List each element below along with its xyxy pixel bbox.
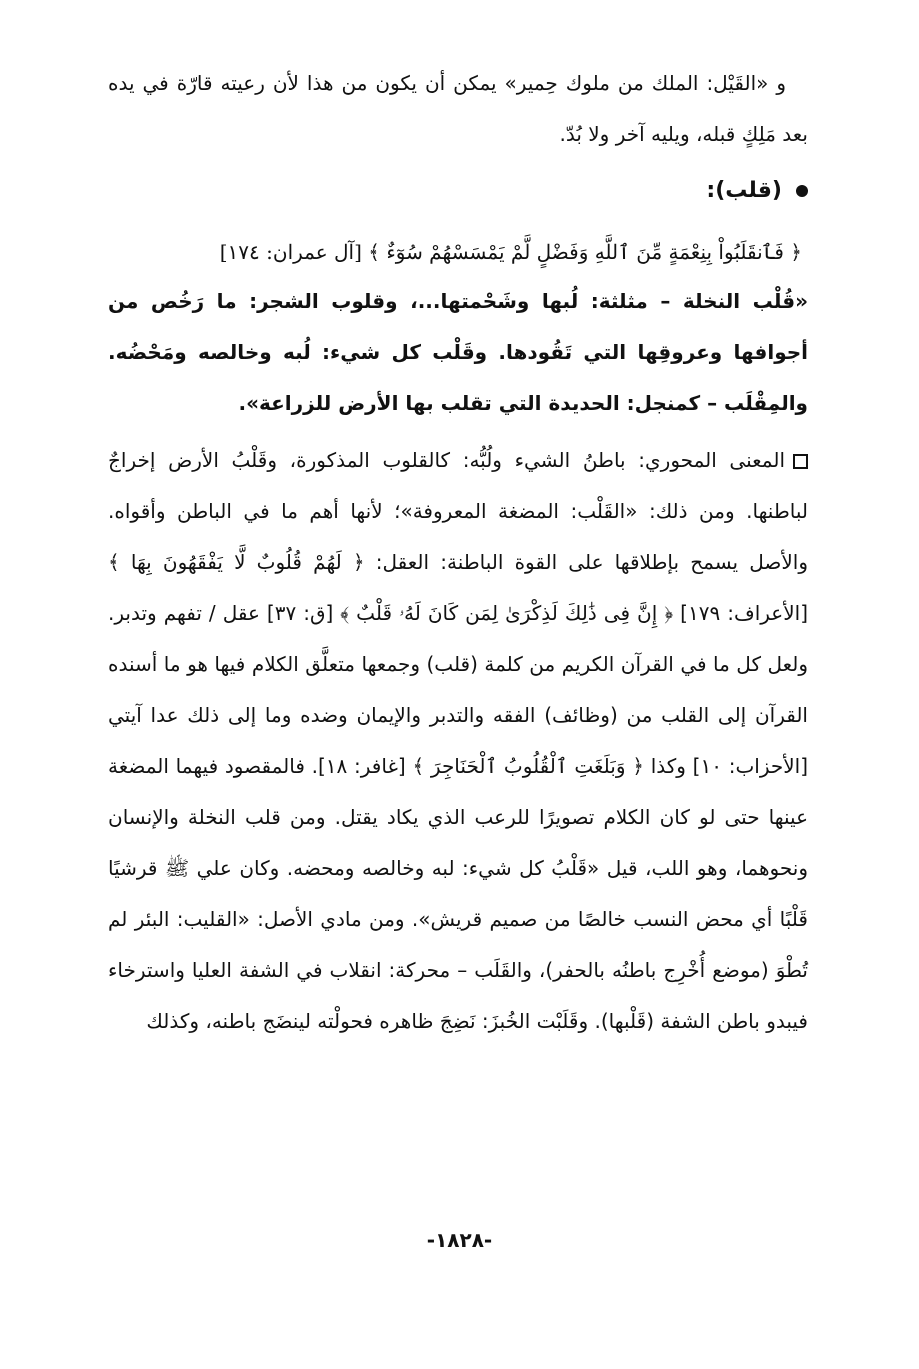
section-heading-text: (قلب): xyxy=(706,178,782,203)
page-body xyxy=(108,58,808,1047)
core-meaning-paragraph xyxy=(108,435,808,1047)
definition-paragraph: «قُلْب النخلة – مثلثة: لُبها وشَحْمتها...، وقلوب الشجر: ما رَخُص من أجوافها وعروقِها التي تَقُودها. وقَلْب كل شيء: لُبه وخالصه ومَحْضُه. والمِقْلَب – كمنجل: الحديدة التي تقلب بها الأرض للزراعة». xyxy=(108,289,808,415)
section-heading xyxy=(108,160,808,222)
page-number: -١٨٢٨- xyxy=(426,1228,493,1252)
square-marker-icon xyxy=(793,454,808,469)
quran-verse: ﴿ فَٱنقَلَبُواْ بِنِعْمَةٍ مِّنَ ٱللَّهِ وَفَضْلٍ لَّمْ يَمْسَسْهُمْ سُوٓءٌ ﴾ [آل عمران: ١٧٤] xyxy=(219,240,802,264)
core-meaning-text: المعنى المحوري: باطنُ الشيء ولُبُّه: كالقلوب المذكورة، وقَلْبُ الأرض إخراجٌ لباطنها. ومن ذلك: «القَلْب: المضغة المعروفة»؛ لأنها أهم ما في الباطن وأقواه. والأصل يسمح بإطلاقها على القوة الباطنة: العقل: ﴿ لَهُمْ قُلُوبٌ لَّا يَفْقَهُونَ بِهَا ﴾ [الأعراف: ١٧٩] ﴿ إِنَّ فِى ذَٰلِكَ لَذِكْرَىٰ لِمَن كَانَ لَهُۥ قَلْبٌ ﴾ [ق: ٣٧] عقل / تفهم وتدبر. ولعل كل ما في القرآن الكريم من كلمة (قلب) وجمعها متعلَّق الكلام فيها هو ما أسنده القرآن إلى القلب من (وظائف) الفقه والتدبر والإيمان وضده وما إلى ذلك عدا آيتي [الأحزاب: ١٠] وكذا ﴿ وَبَلَغَتِ ٱلْقُلُوبُ ٱلْحَنَاجِرَ ﴾ [غافر: ١٨]. فالمقصود فيهما المضغة عينها حتى لو كان الكلام تصويرًا للرعب الذي يكاد يقتل. ومن قلب النخلة والإنسان ونحوهما، وهو اللب، قيل «قَلْبُ كل شيء: لبه وخالصه ومحضه. وكان علي ﷺ قرشيًا قَلْبًا أي محض النسب خالصًا من صميم قريش». ومن مادي الأصل: «القليب: البئر لم تُطْوَ (موضع أُخْرِج باطنُه بالحفر)، والقَلَب – محركة: انقلاب في الشفة العليا واسترخاء فيبدو باطن الشفة (قَلْبها). وقَلَبْت الخُبزَ: نَضِجَ ظاهره فحولْته لينضَج باطنه، وكذلك xyxy=(108,448,809,1033)
intro-paragraph: و «القَيْل: الملك من ملوك حِمير» يمكن أن يكون من هذا لأن رعيته قارّة في يده بعد مَلِكٍ قبله، ويليه آخر ولا بُدّ. xyxy=(108,71,808,146)
bullet-icon xyxy=(796,185,808,197)
